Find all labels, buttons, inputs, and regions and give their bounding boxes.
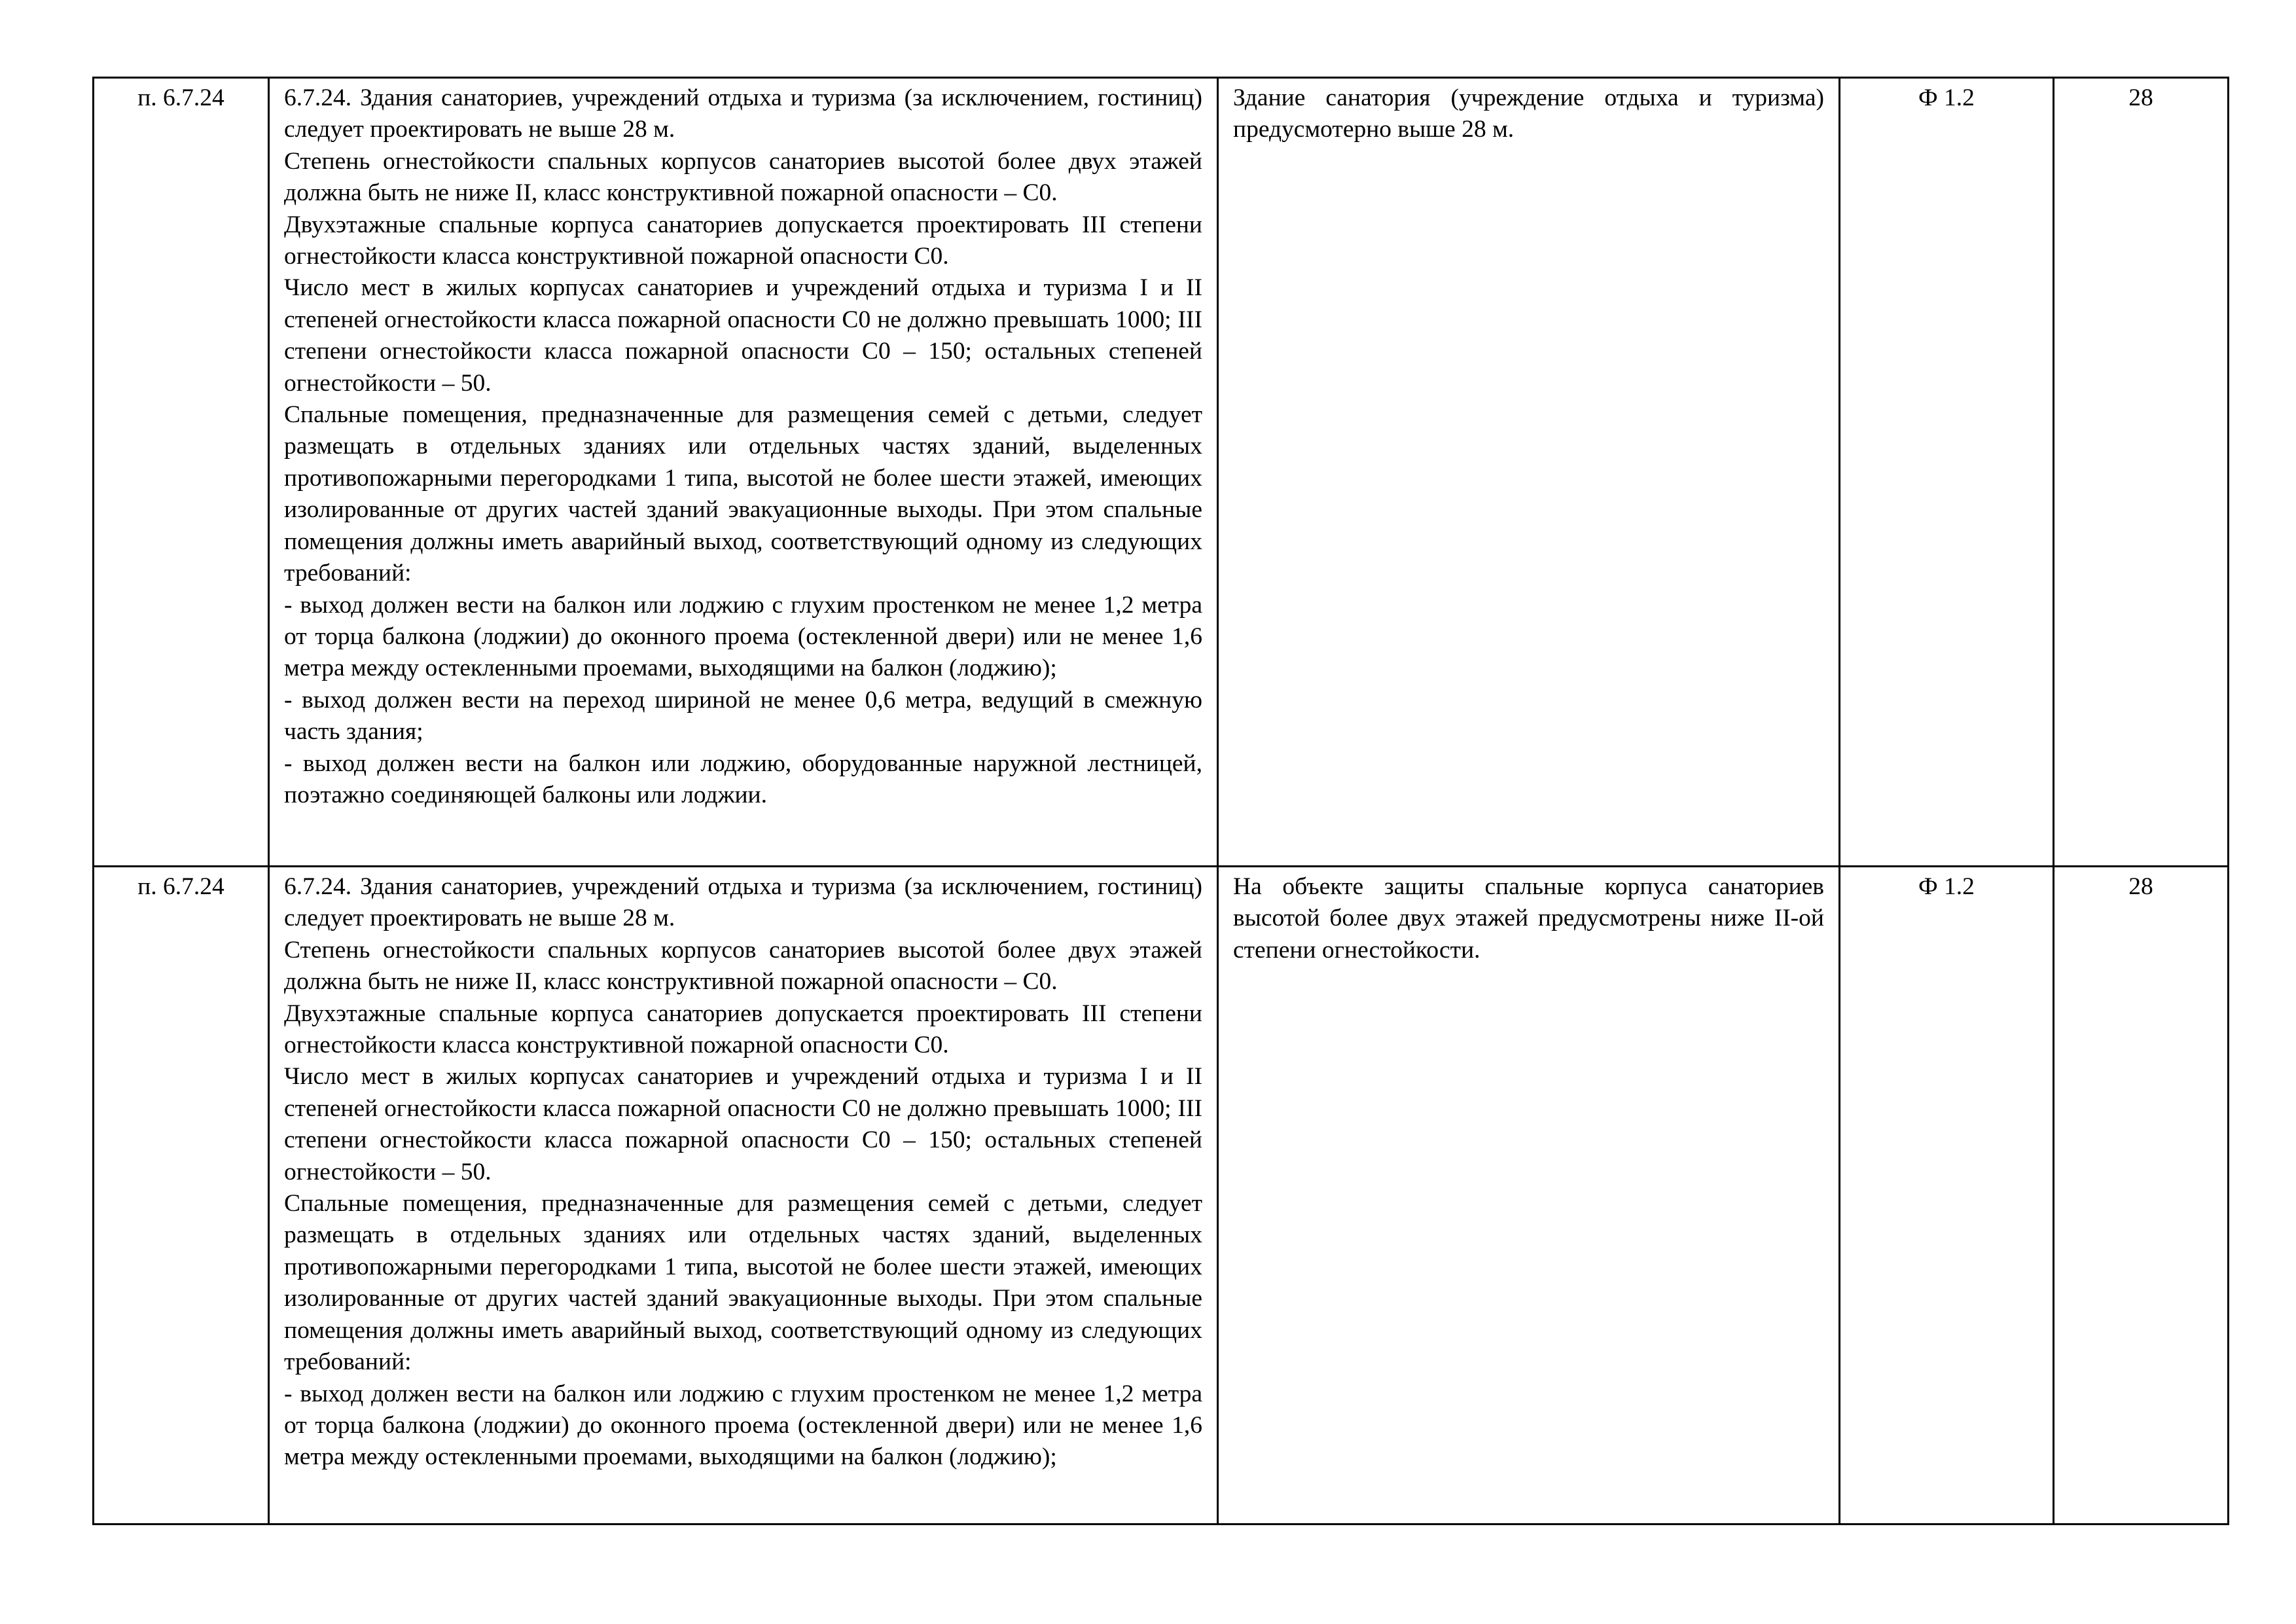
requirement-paragraph: - выход должен вести на балкон или лоджию с глухим простенком не менее 1,2 метра от торца балкона (лоджии) до оконного проема (остекленной двери) или не менее 1,6 метра между остекленными проемами, выходящими на балкон (лоджию); — [284, 1380, 1202, 1471]
table-row — [94, 78, 2229, 867]
requirement-paragraph: Спальные помещения, предназначенные для размещения семей с детьми, следует размещать в отдельных зданиях или отдельных частях зданий, выделенных противопожарными перегородками 1 типа, высотой не более шести этажей, имеющих изолированные от других частей зданий эвакуационные выходы. При этом спальные помещения должны иметь аварийный выход, соответствующий одному из следующих требований: — [284, 1190, 1202, 1376]
number-cell: 28 — [2054, 867, 2229, 1525]
requirement-paragraph: Двухэтажные спальные корпуса санаториев допускается проектировать III степени огнестойкости класса конструктивной пожарной опасности С0. — [284, 211, 1202, 270]
class-cell: Ф 1.2 — [1840, 867, 2054, 1525]
class-cell: Ф 1.2 — [1840, 78, 2054, 867]
requirements-table — [92, 77, 2229, 1525]
requirement-paragraph: - выход должен вести на балкон или лоджию с глухим простенком не менее 1,2 метра от торца балкона (лоджии) до оконного проема (остекленной двери) или не менее 1,6 метра между остекленными проемами, выходящими на балкон (лоджию); — [284, 591, 1202, 682]
violation-cell: Здание санатория (учреждение отдыха и туризма) предусмотерно выше 28 м. — [1218, 78, 1840, 867]
requirement-paragraph: - выход должен вести на переход шириной не менее 0,6 метра, ведущий в смежную часть здания; — [284, 686, 1202, 746]
requirement-paragraph: Степень огнестойкости спальных корпусов санаториев высотой более двух этажей должна быть не ниже II, класс конструктивной пожарной опасности – С0. — [284, 936, 1202, 996]
violation-cell: На объекте защиты спальные корпуса санаториев высотой более двух этажей предусмотрены ниже II-ой степени огнестойкости. — [1218, 867, 1840, 1525]
requirement-paragraph: 6.7.24. Здания санаториев, учреждений отдыха и туризма (за исключением, гостиниц) следует проектировать не выше 28 м. — [284, 873, 1202, 932]
number-cell: 28 — [2054, 78, 2229, 867]
requirement-paragraph: - выход должен вести на балкон или лоджию, оборудованные наружной лестницей, поэтажно соединяющей балконы или лоджии. — [284, 749, 1202, 808]
requirement-paragraph: Спальные помещения, предназначенные для размещения семей с детьми, следует размещать в отдельных зданиях или отдельных частях зданий, выделенных противопожарными перегородками 1 типа, высотой не более шести этажей, имеющих изолированные от других частей зданий эвакуационные выходы. При этом спальные помещения должны иметь аварийный выход, соответствующий одному из следующих требований: — [284, 401, 1202, 587]
requirement-paragraph: Число мест в жилых корпусах санаториев и учреждений отдыха и туризма I и II степеней огнестойкости класса пожарной опасности С0 не должно превышать 1000; III степени огнестойкости класса пожарной опасности С0 – 150; остальных степеней огнестойкости – 50. — [284, 274, 1202, 397]
requirement-cell — [269, 867, 1218, 1525]
requirement-paragraph: Степень огнестойкости спальных корпусов санаториев высотой более двух этажей должна быть не ниже II, класс конструктивной пожарной опасности – С0. — [284, 147, 1202, 207]
requirement-paragraph: Двухэтажные спальные корпуса санаториев допускается проектировать III степени огнестойкости класса конструктивной пожарной опасности С0. — [284, 1000, 1202, 1059]
requirement-cell — [269, 78, 1218, 867]
table-row — [94, 867, 2229, 1525]
requirement-paragraph: 6.7.24. Здания санаториев, учреждений отдыха и туризма (за исключением, гостиниц) следует проектировать не выше 28 м. — [284, 84, 1202, 143]
clause-cell: п. 6.7.24 — [94, 78, 269, 867]
requirement-paragraph: Число мест в жилых корпусах санаториев и учреждений отдыха и туризма I и II степеней огнестойкости класса пожарной опасности С0 не должно превышать 1000; III степени огнестойкости класса пожарной опасности С0 – 150; остальных степеней огнестойкости – 50. — [284, 1063, 1202, 1185]
clause-cell: п. 6.7.24 — [94, 867, 269, 1525]
